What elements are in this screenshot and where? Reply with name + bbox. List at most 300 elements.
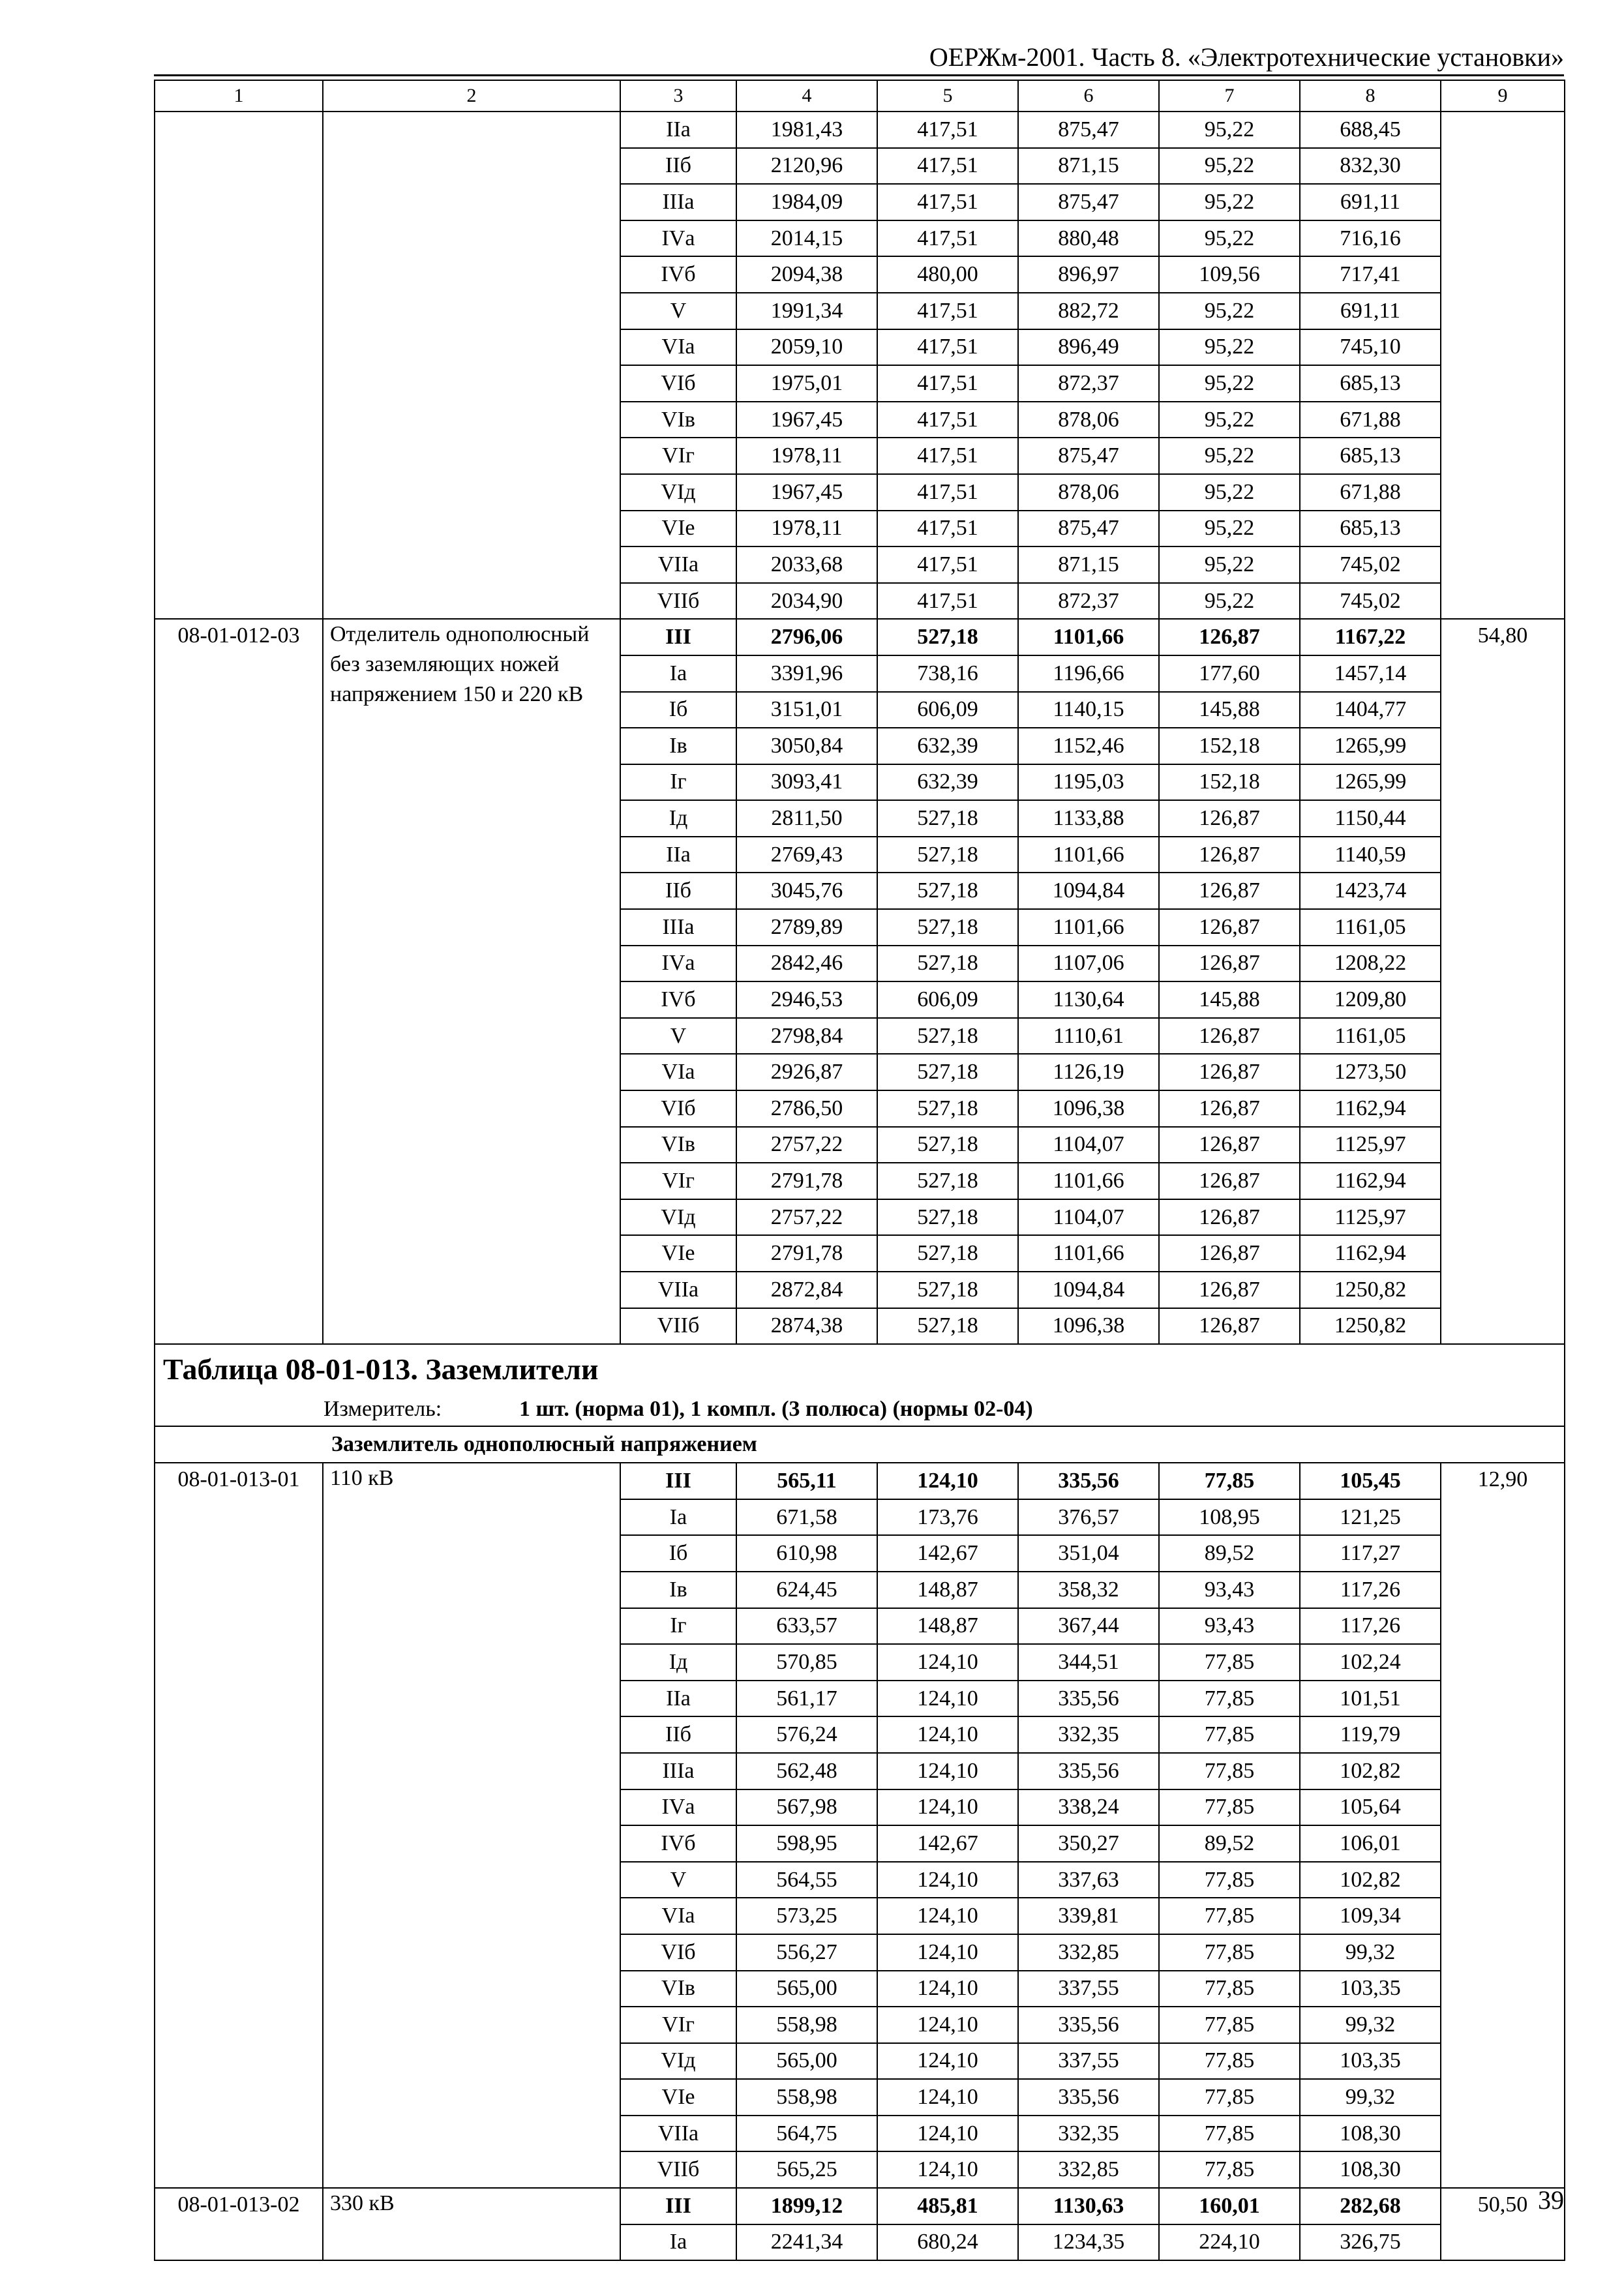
zone-cell: V <box>620 293 736 329</box>
value-cell: 109,56 <box>1159 256 1300 293</box>
zone-cell: Iв <box>620 1572 736 1608</box>
value-cell: 558,98 <box>736 2007 877 2043</box>
zone-cell: Iа <box>620 1499 736 1536</box>
column-number: 7 <box>1159 80 1300 112</box>
value-cell: 417,51 <box>877 148 1018 185</box>
value-cell: 417,51 <box>877 365 1018 402</box>
zone-cell: IIб <box>620 148 736 185</box>
value-cell: 108,95 <box>1159 1499 1300 1536</box>
value-cell: 527,18 <box>877 1272 1018 1308</box>
value-cell: 350,27 <box>1018 1825 1159 1862</box>
zone-cell: IVб <box>620 981 736 1018</box>
value-cell: 124,10 <box>877 1934 1018 1971</box>
value-cell: 142,67 <box>877 1825 1018 1862</box>
value-cell: 485,81 <box>877 2188 1018 2224</box>
value-cell: 3151,01 <box>736 692 877 728</box>
value-cell: 126,87 <box>1159 619 1300 655</box>
value-cell: 337,63 <box>1018 1862 1159 1898</box>
value-cell: 417,51 <box>877 329 1018 366</box>
value-cell: 121,25 <box>1300 1499 1441 1536</box>
value-cell: 77,85 <box>1159 1971 1300 2007</box>
value-cell: 1250,82 <box>1300 1272 1441 1308</box>
value-cell: 875,47 <box>1018 438 1159 474</box>
column-number: 2 <box>323 80 620 112</box>
value-cell: 337,55 <box>1018 1971 1159 2007</box>
value-cell: 344,51 <box>1018 1644 1159 1681</box>
value-cell: 142,67 <box>877 1535 1018 1572</box>
value-cell: 2874,38 <box>736 1308 877 1345</box>
value-cell: 417,51 <box>877 438 1018 474</box>
value-cell: 89,52 <box>1159 1535 1300 1572</box>
value-cell: 1209,80 <box>1300 981 1441 1018</box>
value-cell: 145,88 <box>1159 981 1300 1018</box>
value-cell: 145,88 <box>1159 692 1300 728</box>
value-cell: 224,10 <box>1159 2224 1300 2261</box>
value-cell: 124,10 <box>877 1862 1018 1898</box>
value-cell: 2872,84 <box>736 1272 877 1308</box>
value-cell: 3391,96 <box>736 655 877 692</box>
table-title-row <box>155 1344 1565 1393</box>
value-cell: 95,22 <box>1159 184 1300 220</box>
value-cell: 671,88 <box>1300 402 1441 438</box>
value-cell: 89,52 <box>1159 1825 1300 1862</box>
value-cell: 126,87 <box>1159 1272 1300 1308</box>
zone-cell: Iг <box>620 764 736 801</box>
value-cell: 573,25 <box>736 1898 877 1934</box>
value-cell: 332,85 <box>1018 2151 1159 2188</box>
value-cell: 527,18 <box>877 1054 1018 1090</box>
value-cell: 882,72 <box>1018 293 1159 329</box>
table-row <box>155 112 1565 148</box>
value-cell: 124,10 <box>877 1971 1018 2007</box>
value-cell: 745,02 <box>1300 546 1441 583</box>
value-cell: 680,24 <box>877 2224 1018 2261</box>
value-cell: 77,85 <box>1159 1862 1300 1898</box>
zone-cell: VIб <box>620 1934 736 1971</box>
value-cell: 1967,45 <box>736 474 877 511</box>
value-cell: 126,87 <box>1159 1018 1300 1055</box>
value-cell: 1125,97 <box>1300 1127 1441 1163</box>
value-cell: 117,27 <box>1300 1535 1441 1572</box>
value-cell: 3050,84 <box>736 728 877 764</box>
value-cell: 326,75 <box>1300 2224 1441 2261</box>
value-cell: 691,11 <box>1300 293 1441 329</box>
value-cell: 126,87 <box>1159 1199 1300 1236</box>
value-cell: 102,24 <box>1300 1644 1441 1681</box>
zone-cell: Iб <box>620 1535 736 1572</box>
value-cell: 1140,15 <box>1018 692 1159 728</box>
value-cell: 1161,05 <box>1300 909 1441 946</box>
value-cell: 527,18 <box>877 1163 1018 1199</box>
value-cell: 875,47 <box>1018 184 1159 220</box>
value-cell: 1133,88 <box>1018 800 1159 837</box>
value-cell: 1101,66 <box>1018 837 1159 873</box>
page-header: ОЕРЖм-2001. Часть 8. «Электротехнические установки» <box>929 42 1564 72</box>
value-cell: 878,06 <box>1018 402 1159 438</box>
value-cell: 717,41 <box>1300 256 1441 293</box>
table-row <box>155 2188 1565 2224</box>
column-number: 5 <box>877 80 1018 112</box>
value-cell: 338,24 <box>1018 1789 1159 1826</box>
value-cell: 124,10 <box>877 2116 1018 2152</box>
value-cell: 2769,43 <box>736 837 877 873</box>
value-cell: 1126,19 <box>1018 1054 1159 1090</box>
zone-cell: VIб <box>620 1090 736 1127</box>
value-cell: 896,97 <box>1018 256 1159 293</box>
value-cell: 1101,66 <box>1018 1163 1159 1199</box>
value-cell: 126,87 <box>1159 800 1300 837</box>
value-cell: 564,55 <box>736 1862 877 1898</box>
zone-cell: IIIа <box>620 184 736 220</box>
table-title: Таблица 08-01-013. Заземлители <box>155 1344 1565 1393</box>
value-cell: 2014,15 <box>736 220 877 257</box>
value-cell: 95,22 <box>1159 365 1300 402</box>
value-cell: 126,87 <box>1159 909 1300 946</box>
zone-cell: III <box>620 1463 736 1499</box>
value-cell: 2796,06 <box>736 619 877 655</box>
value-cell: 745,02 <box>1300 583 1441 620</box>
value-cell: 2842,46 <box>736 946 877 982</box>
value-cell: 527,18 <box>877 1127 1018 1163</box>
value-cell: 417,51 <box>877 583 1018 620</box>
value-cell: 126,87 <box>1159 1308 1300 1345</box>
value-cell: 565,25 <box>736 2151 877 2188</box>
value-cell: 872,37 <box>1018 583 1159 620</box>
value-cell: 1094,84 <box>1018 1272 1159 1308</box>
zone-cell: VIIб <box>620 583 736 620</box>
value-cell: 124,10 <box>877 1789 1018 1826</box>
value-cell: 124,10 <box>877 2007 1018 2043</box>
zone-cell: Iб <box>620 692 736 728</box>
zone-cell: VIIб <box>620 1308 736 1345</box>
value-cell: 332,35 <box>1018 2116 1159 2152</box>
value-cell: 367,44 <box>1018 1608 1159 1645</box>
value-cell: 77,85 <box>1159 2007 1300 2043</box>
value-cell: 527,18 <box>877 1018 1018 1055</box>
zone-cell: VIб <box>620 365 736 402</box>
value-cell: 77,85 <box>1159 1753 1300 1789</box>
value-cell: 335,56 <box>1018 1463 1159 1499</box>
value-cell: 332,85 <box>1018 1934 1159 1971</box>
norm-name: 330 кВ <box>323 2188 620 2260</box>
value-cell: 1125,97 <box>1300 1199 1441 1236</box>
zone-cell: IIIа <box>620 1753 736 1789</box>
value-cell: 126,87 <box>1159 837 1300 873</box>
value-cell: 1208,22 <box>1300 946 1441 982</box>
value-cell: 77,85 <box>1159 2151 1300 2188</box>
value-cell: 738,16 <box>877 655 1018 692</box>
value-cell: 124,10 <box>877 2079 1018 2116</box>
zone-cell: III <box>620 2188 736 2224</box>
value-cell: 417,51 <box>877 474 1018 511</box>
zone-cell: IIIа <box>620 909 736 946</box>
value-cell: 1140,59 <box>1300 837 1441 873</box>
zone-cell: VIе <box>620 2079 736 2116</box>
value-cell: 124,10 <box>877 1463 1018 1499</box>
zone-cell: IIа <box>620 837 736 873</box>
zone-cell: VIг <box>620 2007 736 2043</box>
zone-cell: VIIб <box>620 2151 736 2188</box>
zone-cell: Iд <box>620 800 736 837</box>
value-cell: 1991,34 <box>736 293 877 329</box>
value-cell: 77,85 <box>1159 2079 1300 2116</box>
value-cell: 685,13 <box>1300 511 1441 547</box>
value-cell: 716,16 <box>1300 220 1441 257</box>
value-cell: 565,11 <box>736 1463 877 1499</box>
value-cell: 691,11 <box>1300 184 1441 220</box>
value-cell: 77,85 <box>1159 1716 1300 1753</box>
column-number: 9 <box>1441 80 1565 112</box>
value-cell: 105,64 <box>1300 1789 1441 1826</box>
norm-code: 08-01-012-03 <box>155 619 323 1344</box>
zone-cell: VIв <box>620 402 736 438</box>
value-cell: 1273,50 <box>1300 1054 1441 1090</box>
value-cell: 1195,03 <box>1018 764 1159 801</box>
value-cell: 376,57 <box>1018 1499 1159 1536</box>
measure-row <box>155 1393 1565 1426</box>
value-cell: 556,27 <box>736 1934 877 1971</box>
value-cell: 95,22 <box>1159 293 1300 329</box>
zone-cell: Iа <box>620 655 736 692</box>
value-cell: 1250,82 <box>1300 1308 1441 1345</box>
value-cell: 2094,38 <box>736 256 877 293</box>
value-cell: 1152,46 <box>1018 728 1159 764</box>
page-number: 39 <box>1538 2185 1564 2215</box>
column-number-row <box>155 80 1565 112</box>
value-cell: 148,87 <box>877 1572 1018 1608</box>
value-cell: 126,87 <box>1159 873 1300 909</box>
value-cell: 93,43 <box>1159 1608 1300 1645</box>
value-cell: 95,22 <box>1159 112 1300 148</box>
zone-cell: VIIа <box>620 2116 736 2152</box>
value-cell: 93,43 <box>1159 1572 1300 1608</box>
value-cell: 95,22 <box>1159 583 1300 620</box>
value-cell: 417,51 <box>877 511 1018 547</box>
zone-cell: VIг <box>620 1163 736 1199</box>
measure-label: Измеритель: <box>323 1397 442 1422</box>
zone-cell: VIIа <box>620 546 736 583</box>
value-cell: 282,68 <box>1300 2188 1441 2224</box>
value-cell: 875,47 <box>1018 112 1159 148</box>
value-cell: 2946,53 <box>736 981 877 1018</box>
value-cell: 745,10 <box>1300 329 1441 366</box>
value-cell: 598,95 <box>736 1825 877 1862</box>
value-cell: 1104,07 <box>1018 1127 1159 1163</box>
value-cell: 872,37 <box>1018 365 1159 402</box>
value-cell: 124,10 <box>877 2151 1018 2188</box>
norm-code: 08-01-013-02 <box>155 2188 323 2260</box>
value-cell: 1167,22 <box>1300 619 1441 655</box>
value-cell: 95,22 <box>1159 438 1300 474</box>
value-cell: 339,81 <box>1018 1898 1159 1934</box>
value-cell: 417,51 <box>877 293 1018 329</box>
zone-cell: VIг <box>620 438 736 474</box>
zone-cell: VIе <box>620 511 736 547</box>
zone-cell: VIд <box>620 474 736 511</box>
value-cell: 332,35 <box>1018 1716 1159 1753</box>
norm-name: Отделитель однополюсный без заземляющих ножей напряжением 150 и 220 кВ <box>323 619 620 1344</box>
zone-cell: IIа <box>620 1681 736 1717</box>
zone-cell: IIа <box>620 112 736 148</box>
value-cell: 1110,61 <box>1018 1018 1159 1055</box>
value-cell: 1096,38 <box>1018 1090 1159 1127</box>
zone-cell: IVб <box>620 256 736 293</box>
value-cell: 880,48 <box>1018 220 1159 257</box>
value-cell: 95,22 <box>1159 474 1300 511</box>
value-cell: 2811,50 <box>736 800 877 837</box>
value-cell: 358,32 <box>1018 1572 1159 1608</box>
value-cell: 1196,66 <box>1018 655 1159 692</box>
value-cell: 527,18 <box>877 837 1018 873</box>
value-cell: 1130,64 <box>1018 981 1159 1018</box>
value-cell: 570,85 <box>736 1644 877 1681</box>
value-cell: 685,13 <box>1300 365 1441 402</box>
value-cell: 1130,63 <box>1018 2188 1159 2224</box>
value-cell: 337,55 <box>1018 2043 1159 2080</box>
value-cell: 1457,14 <box>1300 655 1441 692</box>
value-cell: 832,30 <box>1300 148 1441 185</box>
value-cell: 3045,76 <box>736 873 877 909</box>
value-cell: 562,48 <box>736 1753 877 1789</box>
value-cell: 95,22 <box>1159 402 1300 438</box>
value-cell: 1265,99 <box>1300 728 1441 764</box>
header-rule <box>154 74 1564 76</box>
column-number: 3 <box>620 80 736 112</box>
value-cell: 117,26 <box>1300 1572 1441 1608</box>
value-cell: 1161,05 <box>1300 1018 1441 1055</box>
value-cell: 1978,11 <box>736 511 877 547</box>
value-cell: 2791,78 <box>736 1163 877 1199</box>
norm-cell <box>1441 112 1565 619</box>
value-cell: 875,47 <box>1018 511 1159 547</box>
value-cell: 2059,10 <box>736 329 877 366</box>
zone-cell: IIб <box>620 1716 736 1753</box>
value-cell: 2798,84 <box>736 1018 877 1055</box>
value-cell: 871,15 <box>1018 546 1159 583</box>
value-cell: 124,10 <box>877 1681 1018 1717</box>
zone-cell: III <box>620 619 736 655</box>
norm-value: 50,50 <box>1441 2188 1565 2260</box>
value-cell: 417,51 <box>877 112 1018 148</box>
value-cell: 527,18 <box>877 1199 1018 1236</box>
name-cell <box>323 112 620 619</box>
value-cell: 335,56 <box>1018 1753 1159 1789</box>
value-cell: 2757,22 <box>736 1199 877 1236</box>
value-cell: 106,01 <box>1300 1825 1441 1862</box>
value-cell: 1162,94 <box>1300 1235 1441 1272</box>
value-cell: 124,10 <box>877 2043 1018 2080</box>
value-cell: 95,22 <box>1159 148 1300 185</box>
value-cell: 671,88 <box>1300 474 1441 511</box>
column-number: 4 <box>736 80 877 112</box>
value-cell: 871,15 <box>1018 148 1159 185</box>
value-cell: 2034,90 <box>736 583 877 620</box>
value-cell: 1104,07 <box>1018 1199 1159 1236</box>
value-cell: 126,87 <box>1159 1127 1300 1163</box>
norm-name: 110 кВ <box>323 1463 620 2188</box>
value-cell: 1978,11 <box>736 438 877 474</box>
value-cell: 124,10 <box>877 1753 1018 1789</box>
value-cell: 77,85 <box>1159 1681 1300 1717</box>
value-cell: 417,51 <box>877 402 1018 438</box>
value-cell: 610,98 <box>736 1535 877 1572</box>
value-cell: 2241,34 <box>736 2224 877 2261</box>
value-cell: 99,32 <box>1300 1934 1441 1971</box>
value-cell: 417,51 <box>877 220 1018 257</box>
value-cell: 126,87 <box>1159 946 1300 982</box>
value-cell: 335,56 <box>1018 1681 1159 1717</box>
value-cell: 103,35 <box>1300 1971 1441 2007</box>
value-cell: 688,45 <box>1300 112 1441 148</box>
value-cell: 77,85 <box>1159 2116 1300 2152</box>
value-cell: 77,85 <box>1159 1934 1300 1971</box>
rates-table <box>154 80 1565 2261</box>
value-cell: 417,51 <box>877 546 1018 583</box>
value-cell: 565,00 <box>736 2043 877 2080</box>
value-cell: 1096,38 <box>1018 1308 1159 1345</box>
norm-value: 54,80 <box>1441 619 1565 1344</box>
value-cell: 1094,84 <box>1018 873 1159 909</box>
value-cell: 527,18 <box>877 909 1018 946</box>
value-cell: 160,01 <box>1159 2188 1300 2224</box>
value-cell: 567,98 <box>736 1789 877 1826</box>
value-cell: 99,32 <box>1300 2079 1441 2116</box>
group-title: Заземлитель однополюсный напряжением <box>155 1426 1565 1463</box>
zone-cell: V <box>620 1018 736 1055</box>
value-cell: 685,13 <box>1300 438 1441 474</box>
value-cell: 527,18 <box>877 619 1018 655</box>
value-cell: 1899,12 <box>736 2188 877 2224</box>
value-cell: 1967,45 <box>736 402 877 438</box>
value-cell: 335,56 <box>1018 2007 1159 2043</box>
value-cell: 108,30 <box>1300 2116 1441 2152</box>
value-cell: 2757,22 <box>736 1127 877 1163</box>
value-cell: 177,60 <box>1159 655 1300 692</box>
column-number: 8 <box>1300 80 1441 112</box>
value-cell: 95,22 <box>1159 329 1300 366</box>
value-cell: 126,87 <box>1159 1090 1300 1127</box>
value-cell: 2033,68 <box>736 546 877 583</box>
value-cell: 896,49 <box>1018 329 1159 366</box>
value-cell: 1404,77 <box>1300 692 1441 728</box>
value-cell: 2789,89 <box>736 909 877 946</box>
value-cell: 2786,50 <box>736 1090 877 1127</box>
zone-cell: IVа <box>620 220 736 257</box>
column-number: 6 <box>1018 80 1159 112</box>
value-cell: 102,82 <box>1300 1753 1441 1789</box>
value-cell: 77,85 <box>1159 1463 1300 1499</box>
measure-cell <box>155 1393 1565 1426</box>
value-cell: 1162,94 <box>1300 1090 1441 1127</box>
value-cell: 95,22 <box>1159 220 1300 257</box>
value-cell: 671,58 <box>736 1499 877 1536</box>
value-cell: 124,10 <box>877 1716 1018 1753</box>
zone-cell: VIв <box>620 1127 736 1163</box>
value-cell: 527,18 <box>877 873 1018 909</box>
zone-cell: VIв <box>620 1971 736 2007</box>
value-cell: 103,35 <box>1300 2043 1441 2080</box>
zone-cell: VIа <box>620 1898 736 1934</box>
value-cell: 124,10 <box>877 1644 1018 1681</box>
value-cell: 3093,41 <box>736 764 877 801</box>
value-cell: 124,10 <box>877 1898 1018 1934</box>
value-cell: 527,18 <box>877 1090 1018 1127</box>
value-cell: 1150,44 <box>1300 800 1441 837</box>
zone-cell: IVа <box>620 1789 736 1826</box>
measure-value: 1 шт. (норма 01), 1 компл. (3 полюса) (нормы 02-04) <box>519 1397 1033 1422</box>
value-cell: 126,87 <box>1159 1235 1300 1272</box>
value-cell: 1265,99 <box>1300 764 1441 801</box>
